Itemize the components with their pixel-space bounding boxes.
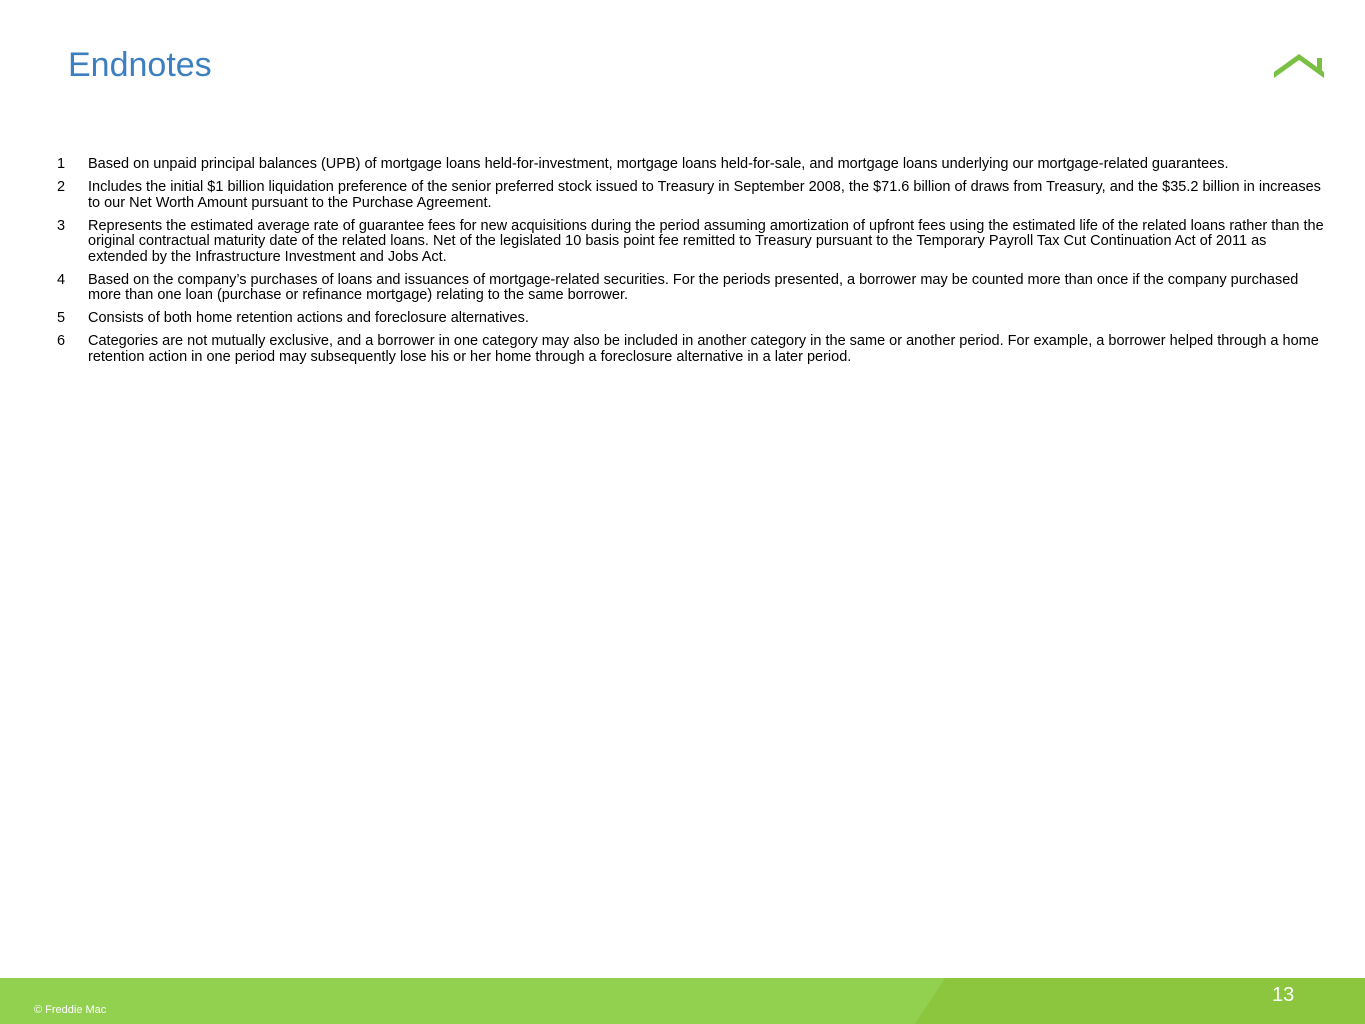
endnote-number: 5	[57, 310, 66, 326]
endnote-number: 3	[57, 217, 66, 234]
endnote-text: Based on unpaid principal balances (UPB) of mortgage loans held-for-investment, mortgage loans held-for-sale, and mortgage loans underlying our mortgage-related guarantees.	[88, 156, 1229, 172]
footer-bar	[0, 978, 1365, 1024]
endnote-number: 6	[57, 333, 66, 349]
endnote-item	[56, 180, 1326, 211]
endnote-number: 1	[57, 156, 66, 172]
endnote-number: 2	[57, 179, 66, 195]
roof-icon	[1272, 52, 1326, 84]
endnote-text: Based on the company’s purchases of loans and issuances of mortgage-related securities. For the periods presented, a borrower may be counted more than once if the company purchased more than one loan (purchase or refinance mortgage) relating to the same borrower.	[88, 271, 1299, 303]
endnote-text: Includes the initial $1 billion liquidation preference of the senior preferred stock issued to Treasury in September 2008, the $71.6 billion of draws from Treasury, and the $35.2 billion in increases to our Net Worth Amount pursuant to the Purchase Agreement.	[88, 179, 1321, 211]
endnote-item	[56, 219, 1326, 266]
endnote-text: Consists of both home retention actions and foreclosure alternatives.	[88, 310, 529, 326]
endnote-item	[56, 311, 1326, 327]
endnote-number: 4	[57, 271, 66, 288]
copyright-text: © Freddie Mac	[34, 1004, 107, 1016]
endnotes-list	[56, 157, 1326, 373]
endnote-text: Categories are not mutually exclusive, and a borrower in one category may also be included in another category in the same or another period. For example, a borrower helped through a home retention action in one period may subsequently lose his or her home through a foreclosure alternative in a later period.	[88, 333, 1319, 365]
page-title: Endnotes	[68, 46, 212, 84]
footer-band	[0, 978, 1365, 1024]
endnote-item	[56, 273, 1326, 304]
endnote-item	[56, 334, 1326, 365]
endnote-text: Represents the estimated average rate of guarantee fees for new acquisitions during the period assuming amortization of upfront fees using the estimated life of the related loans rather than the original contractual maturity date of the related loans. Net of the legislated 10 basis point fee remitted to Treasury pursuant to the Temporary Payroll Tax Cut Continuation Act of 2011 as extended by the Infrastructure Investment and Jobs Act.	[88, 217, 1324, 265]
endnote-item	[56, 157, 1326, 173]
page-number: 13	[1272, 984, 1295, 1006]
